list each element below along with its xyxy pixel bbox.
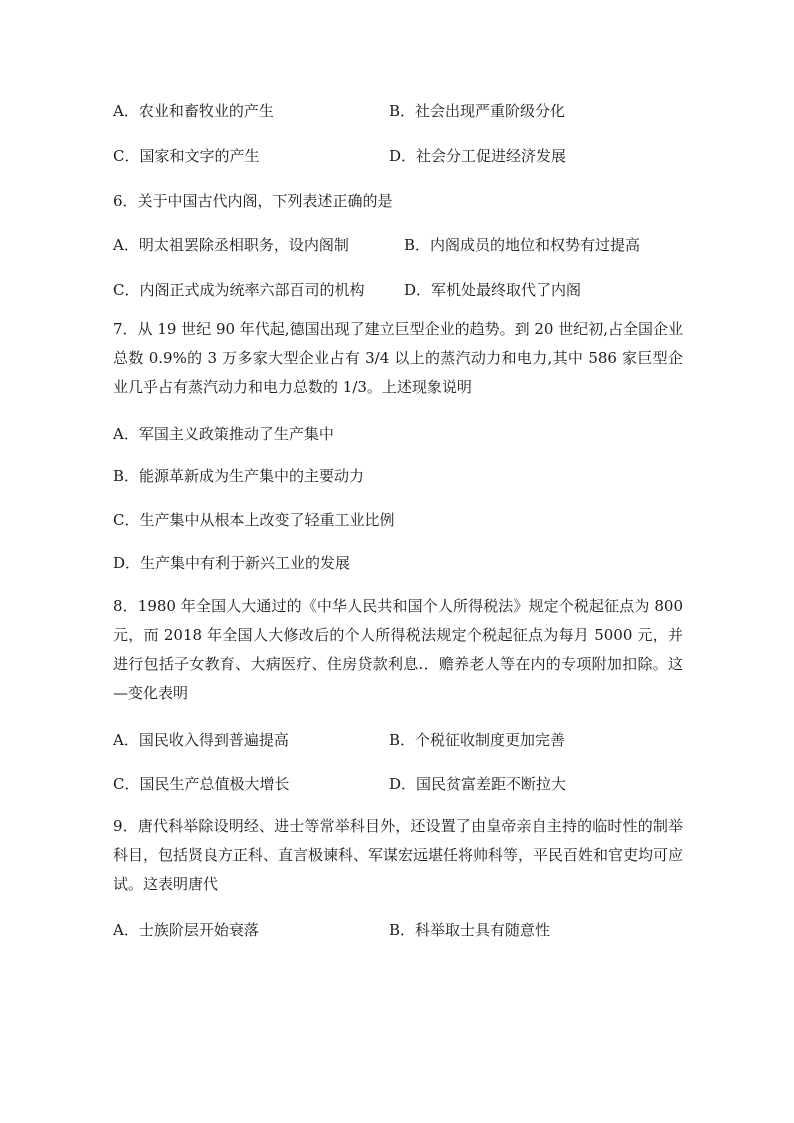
q6-option-a: A．明太祖罢除丞相职务，设内阁制	[113, 236, 349, 254]
q7-option-d: D．生产集中有利于新兴工业的发展	[113, 554, 351, 572]
q6-stem: 6．关于中国古代内阁，下列表述正确的是	[113, 192, 393, 210]
q6-option-b: B．内阁成员的地位和权势有过提高	[404, 236, 641, 254]
q9-stem: 9．唐代科举除设明经、进士等常举科目外，还设置了由皇帝亲自主持的临时性的制举科目，包括贤良方正科、直言极谏科、军谋宏远堪任将帅科等，平民百姓和官吏均可应试。这表明唐代	[113, 817, 684, 893]
q8-option-d: D．国民贫富差距不断拉大	[389, 775, 567, 793]
q6-option-c: C．内阁正式成为统率六部百司的机构	[113, 281, 365, 299]
q5-option-d: D．社会分工促进经济发展	[389, 147, 567, 165]
q8-option-b: B．个税征收制度更加完善	[389, 731, 566, 749]
q5-option-b: B．社会出现严重阶级分化	[389, 102, 566, 120]
q8-option-a: A．国民收入得到普遍提高	[113, 731, 289, 749]
q8-stem: 8．1980 年全国人大通过的《中华人民共和国个人所得税法》规定个税起征点为 800 元，而 2018 年全国人大修改后的个人所得税法规定个税起征点为每月 5000 元，并进行包括子女教育、大病医疗、住房贷款利息.．赡养老人等在内的专项附加扣除。这—变化表明	[113, 597, 683, 702]
q5-option-a: A．农业和畜牧业的产生	[113, 102, 274, 120]
q9-option-b: B．科举取士具有随意性	[389, 921, 551, 939]
q7-option-c: C．生产集中从根本上改变了轻重工业比例	[113, 511, 395, 529]
q7-option-b: B．能源革新成为生产集中的主要动力	[113, 467, 365, 485]
q7-option-a: A．军国主义政策推动了生产集中	[113, 425, 334, 443]
q9-option-a: A．士族阶层开始衰落	[113, 921, 259, 939]
q6-option-d: D．军机处最终取代了内阁	[404, 281, 582, 299]
q5-option-c: C．国家和文字的产生	[113, 147, 260, 165]
q8-option-c: C．国民生产总值极大增长	[113, 775, 290, 793]
q7-stem: 7．从 19 世纪 90 年代起,德国出现了建立巨型企业的趋势。到 20 世纪初,占全国企业总数 0.9%的 3 万多家大型企业占有 3/4 以上的蒸汽动力和电力,其中 586 家巨型企业几乎占有蒸汽动力和电力总数的 1/3。上述现象说明	[113, 320, 683, 396]
